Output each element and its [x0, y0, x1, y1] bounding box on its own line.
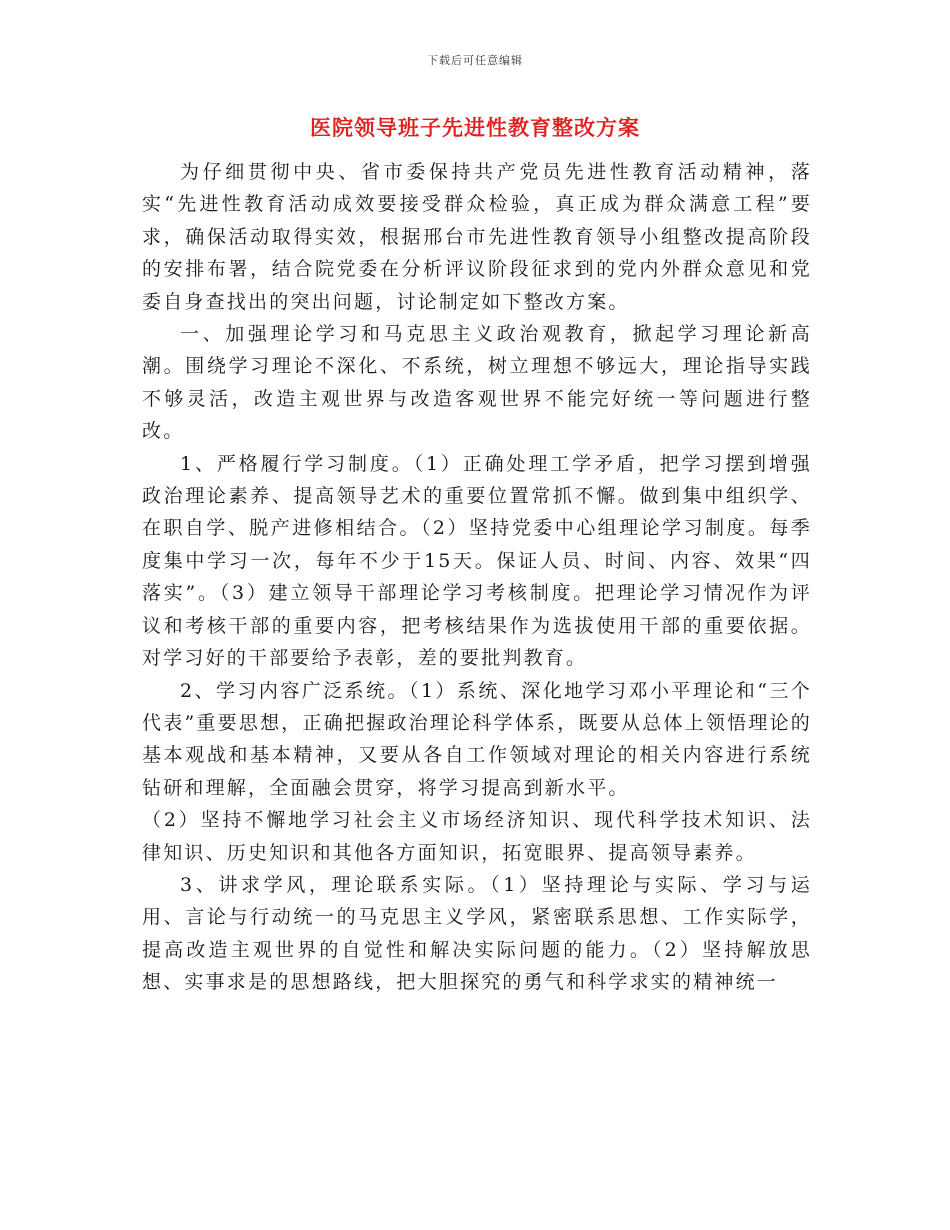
document-title: 医院领导班子先进性教育整改方案	[310, 115, 640, 140]
paragraph-item-2-cont: （2）坚持不懈地学习社会主义市场经济知识、现代科学技术知识、法律知识、历史知识和其他各方面知识，拓宽眼界、提高领导素养。	[142, 809, 812, 864]
paragraph-item-2: 2、学习内容广泛系统。（1）系统、深化地学习邓小平理论和“三个代表”重要思想，正确把握政治理论科学体系，既要从总体上领悟理论的基本观战和基本精神，又要从各自工作领域对理论的相关内容进行系统钻研和理解，全面融会贯穿，将学习提高到新水平。	[142, 679, 812, 799]
paragraph-item-1: 1、严格履行学习制度。（1）正确处理工学矛盾，把学习摆到增强政治理论素养、提高领导艺术的重要位置常抓不懈。做到集中组织学、在职自学、脱产进修相结合。（2）坚持党委中心组理论学习制度。每季度集中学习一次，每年不少于15天。保证人员、时间、内容、效果“四落实”。（3）建立领导干部理论学习考核制度。把理论学习情况作为评议和考核干部的重要内容，把考核结果作为选拔使用干部的重要依据。对学习好的干部要给予表彰，差的要批判教育。	[142, 452, 812, 670]
header-note: 下载后可任意编辑	[427, 54, 523, 67]
document-body	[142, 156, 812, 999]
paragraph-item-3: 3、讲求学风，理论联系实际。（1）坚持理论与实际、学习与运用、言论与行动统一的马克思主义学风，紧密联系思想、工作实际学，提高改造主观世界的自觉性和解决实际问题的能力。（2）坚持解放思想、实事求是的思想路线，把大胆探究的勇气和科学求实的精神统一	[142, 873, 812, 994]
paragraph-intro: 为仔细贯彻中央、省市委保持共产党员先进性教育活动精神，落实“先进性教育活动成效要接受群众检验，真正成为群众满意工程”要求，确保活动取得实效，根据邢台市先进性教育领导小组整改提高阶段的安排布署，结合院党委在分析评议阶段征求到的党内外群众意见和党委自身查找出的突出问题，讨论制定如下整改方案。	[142, 161, 812, 313]
paragraph-section-1: 一、加强理论学习和马克思主义政治观教育，掀起学习理论新高潮。围绕学习理论不深化、不系统，树立理想不够远大，理论指导实践不够灵活，改造主观世界与改造客观世界不能完好统一等问题进行整改。	[142, 323, 812, 443]
